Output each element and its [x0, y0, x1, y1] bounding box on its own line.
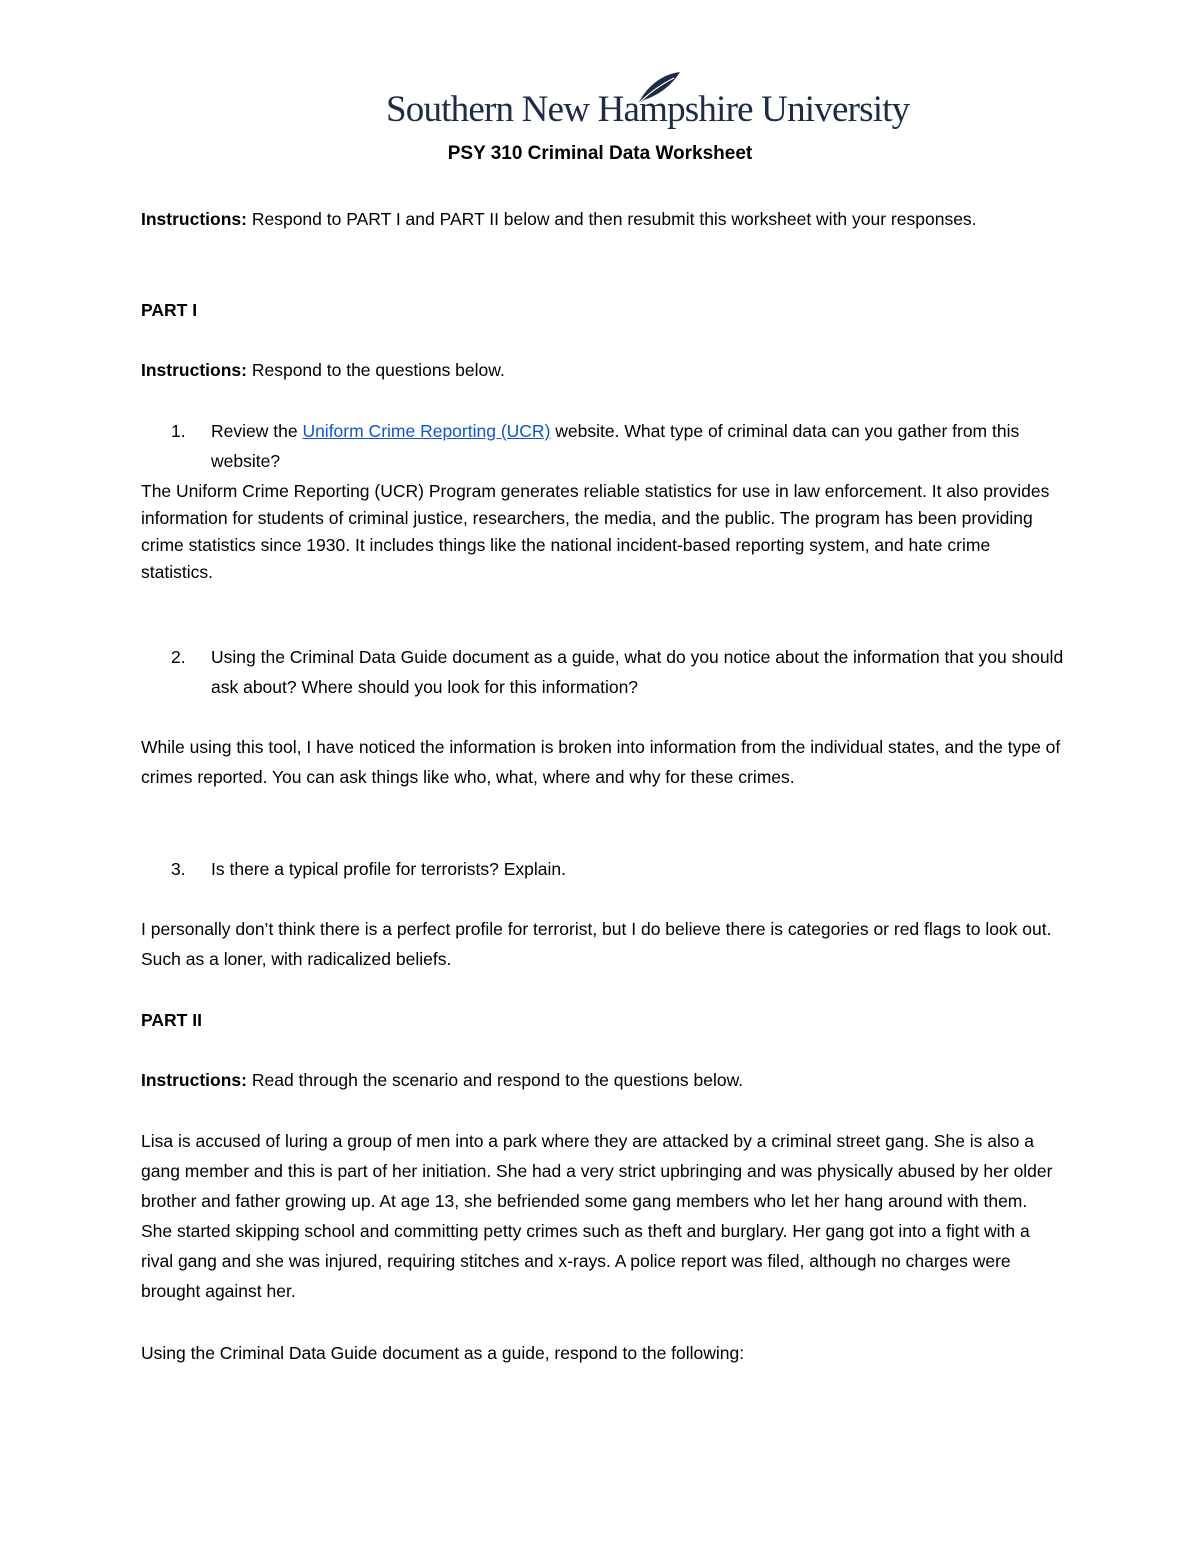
question-1-text-start: Review the [211, 421, 303, 441]
part2-instructions-text: Read through the scenario and respond to the questions below. [246, 1070, 744, 1090]
part2-heading: PART II [141, 1010, 202, 1030]
part1-instructions-label: Instructions: [141, 360, 247, 380]
part1-heading: PART I [141, 300, 198, 320]
scenario-paragraph: Lisa is accused of luring a group of men into a park where they are attacked by a criminal street gang. She is also a gang member and this is part of her initiation. She had a very strict upbringing and was physically abused by her older brother and father growing up. At age 13, she befriended some gang members who let her hang around with them. She started skipping school and committing petty crimes such as theft and burglary. Her gang got into a fight with a rival gang and she was injured, requiring stitches and x-rays. A police report was filed, although no charges were brought against her. [141, 1131, 1053, 1301]
answer-2: While using this tool, I have noticed the information is broken into information from the individual states, and the type of crimes reported. You can ask things like who, what, where and why for these crimes. [141, 737, 1061, 787]
question-1 [211, 416, 1071, 476]
answer-3: I personally don’t think there is a perfect profile for terrorist, but I do believe there is categories or red flags to look out. Such as a loner, with radicalized beliefs. [141, 919, 1052, 969]
question-3: Is there a typical profile for terrorists? Explain. [211, 859, 567, 879]
page-title: PSY 310 Criminal Data Worksheet [447, 143, 753, 164]
question-3-number: 3. [171, 859, 186, 879]
university-logo [386, 70, 910, 136]
intro-label: Instructions: [141, 209, 247, 229]
part2-instructions [141, 1065, 1061, 1095]
question-1-number: 1. [171, 421, 186, 441]
answer-1: The Uniform Crime Reporting (UCR) Program generates reliable statistics for use in law enforcement. It also provides information for students of criminal justice, researchers, the media, and the public. The program has been providing crime statistics since 1930. It includes things like the national incident-based reporting system, and hate crime statistics. [141, 481, 1050, 582]
question-2-number: 2. [171, 647, 186, 667]
part1-instructions [141, 355, 1061, 385]
closing-instruction: Using the Criminal Data Guide document as a guide, respond to the following: [141, 1343, 745, 1363]
ucr-link[interactable]: Uniform Crime Reporting (UCR) [302, 421, 551, 441]
part2-instructions-label: Instructions: [141, 1070, 247, 1090]
logo-wordmark: Southern New Hampshire University [386, 89, 910, 130]
intro-instructions [141, 204, 1061, 234]
intro-text: Respond to PART I and PART II below and then resubmit this worksheet with your responses. [246, 209, 977, 229]
part1-instructions-text: Respond to the questions below. [246, 360, 505, 380]
question-2: Using the Criminal Data Guide document as a guide, what do you notice about the information that you should ask about? Where should you look for this information? [211, 647, 1064, 697]
question-1-text-end: website. What type of criminal data can you gather from this website? [211, 421, 1020, 471]
